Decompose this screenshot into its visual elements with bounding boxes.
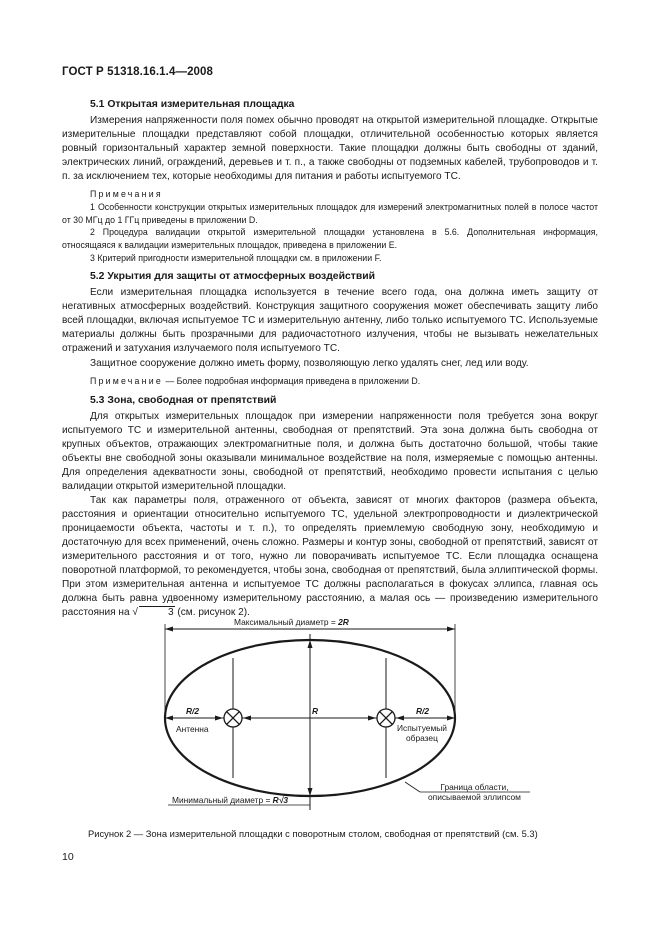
arrow-head bbox=[368, 716, 376, 721]
section-5-3-body-2-text: Так как параметры поля, отраженного от объекта, зависят от многих факторов (размера объекта, расстояния и ориентации относительно испытуемого ТС, удельной электропроводности и диэлектрической проницаемости объекта, частоты и т. п.), то определять приемлемую свободную зону, необходимую и достаточную для всех применений, очень сложно. Размеры и контур зоны, свободной от препятствий, зависят от измерительного расстояния и от того, нужно ли поворачивать испытуемое ТС. Если площадка оснащена поворотной платформой, то рекомендуется, чтобы зона, свободная от препятствий, была эллиптической формы. При этом измерительная антенна и испытуемое ТС должны располагаться в фокусах эллипса, главная ось должна быть равна удвоенному измерительному расстоянию, а малая ось — произведению измерительного расстояния на bbox=[62, 494, 598, 619]
boundary-label bbox=[428, 782, 521, 802]
note-2: 2 Процедура валидации открытой измерительной площадки установлена в 5.6. Дополнительная информация, относящаяся к валидации измерительных площадок, приведена в приложении Е. bbox=[62, 227, 598, 251]
section-5-3-title: 5.3 Зона, свободная от препятствий bbox=[90, 394, 277, 406]
arrow-head bbox=[308, 640, 313, 648]
arrow-head bbox=[396, 716, 404, 721]
section-5-3-body-2 bbox=[62, 494, 598, 620]
note-3: 3 Критерий пригодности измерительной площадки см. в приложении F. bbox=[90, 252, 382, 263]
max-diameter-text: Максимальный диаметр = bbox=[234, 617, 339, 627]
boundary-label-line-1: Граница области, bbox=[440, 782, 509, 792]
max-diameter-value: 2R bbox=[338, 617, 349, 627]
section-5-1-body: Измерения напряженности поля помех обычно проводят на открытой измерительной площадке. Открытые измерительные площадки представляют собой площадки, отличительной особенностью которых является ровный горизонтальный характер земной поверхности. Такие площадки должны быть свободны от зданий, электрических линий, ограждений, деревьев и т. п., а также свободны от подземных кабелей, трубопроводов и т. п. за исключением тех, которые необходимы для питания и работы испытуемого ТС. bbox=[62, 115, 598, 183]
section-5-2-body-2: Защитное сооружение должно иметь форму, позволяющую легко удалять снег, лед или воду. bbox=[90, 357, 529, 369]
section-5-2-body-1: Если измерительная площадка используется в течение всего года, она должна иметь защиту от негативных атмосферных воздействий. Конструкция защитного сооружения может обеспечивать защиту либо всей площадки, включая испытуемое ТС и измерительную антенну, либо только испытуемого ТС. Используемые материалы должны быть прозрачными для радиочастотного излучения, чтобы не вызывать нежелательных отражений и затухания излучаемого поля испытуемого ТС. bbox=[62, 287, 598, 355]
test-sample-icon bbox=[377, 709, 395, 727]
half-left-label: R/2 bbox=[186, 706, 200, 716]
section-5-2-title: 5.2 Укрытия для защиты от атмосферных воздействий bbox=[90, 271, 375, 283]
sample-label bbox=[397, 723, 447, 743]
max-diameter-label bbox=[234, 617, 349, 627]
arrow-head bbox=[447, 627, 455, 632]
section-5-3-body-2-tail: (см. рисунок 2). bbox=[174, 607, 250, 619]
figure-2 bbox=[60, 610, 600, 820]
document-header: ГОСТ Р 51318.16.1.4—2008 bbox=[62, 66, 214, 78]
distance-r-label: R bbox=[312, 706, 319, 716]
section-5-2-note bbox=[62, 375, 598, 388]
half-right-label: R/2 bbox=[416, 706, 430, 716]
sqrt-value: 3 bbox=[139, 606, 175, 618]
antenna-icon bbox=[224, 709, 242, 727]
sample-label-line-1: Испытуемый bbox=[397, 723, 447, 733]
main-content bbox=[62, 98, 598, 620]
arrow-head bbox=[447, 716, 455, 721]
antenna-label: Антенна bbox=[176, 724, 209, 734]
note-label: Примечание bbox=[90, 375, 163, 386]
section-5-1-title: 5.1 Открытая измерительная площадка bbox=[90, 99, 295, 110]
arrow-head bbox=[308, 788, 313, 796]
arrow-head bbox=[215, 716, 223, 721]
arrow-head bbox=[165, 627, 173, 632]
arrow-head bbox=[165, 716, 173, 721]
section-5-3-body-1: Для открытых измерительных площадок при измерении напряженности поля требуется зона вокруг испытуемого ТС и измерительной антенны, свободная от препятствий. Эта зона должна быть свободна от крупных объектов, отражающих электромагнитные поля, и должна быть достаточно большой, чтобы такие объекты вне свободной зоны оказывали минимальное воздействие на поля, измеряемые с помощью антенны. Для определения адекватности зоны, свободной от препятствий, необходимо провести испытания с целью валидации открытой измерительной площадки. bbox=[62, 410, 598, 492]
notes-title: Примечания bbox=[90, 189, 163, 200]
boundary-leader bbox=[405, 782, 420, 792]
page-number: 10 bbox=[62, 851, 74, 863]
min-diameter-value: R√3 bbox=[272, 795, 288, 805]
figure-caption: Рисунок 2 — Зона измерительной площадки с поворотным столом, свободная от препятствий (см. 5.3) bbox=[88, 828, 538, 839]
arrow-head bbox=[243, 716, 251, 721]
sample-label-line-2: образец bbox=[406, 733, 438, 743]
note-text: — Более подробная информация приведена в приложении D. bbox=[162, 375, 421, 386]
min-diameter-label bbox=[172, 795, 288, 805]
boundary-label-line-2: описываемой эллипсом bbox=[428, 792, 521, 802]
min-diameter-text: Минимальный диаметр = bbox=[172, 795, 273, 805]
note-1: 1 Особенности конструкции открытых измерительных площадок для измерений электромагнитных полей в полосе частот от 30 МГц до 1 ГГц приведены в приложении D. bbox=[62, 202, 598, 225]
sqrt-symbol: √ bbox=[132, 607, 138, 619]
